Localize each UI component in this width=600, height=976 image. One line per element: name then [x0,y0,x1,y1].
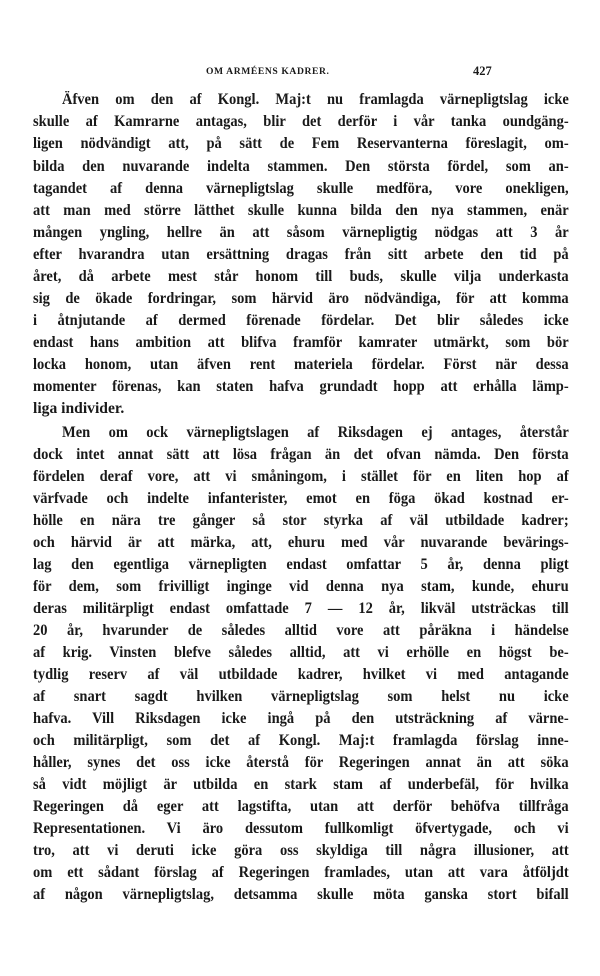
text-line: för dem, som frivilligt inginge vid denna nya stam, kunde, ehuru [33,578,569,595]
text-line: tydlig reserv af väl utbildade kadrer, hvilket vi med antagande [33,666,569,683]
text-line: momenter förenas, kan staten hafva grundadt hopp att erhålla lämp- [33,378,569,395]
text-line: fördelen deraf vore, att vi småningom, i stället för en liten hop af [33,468,569,485]
text-line: skulle af Kamrarne antagas, blir det derför i vår tanka oundgäng- [33,113,569,130]
text-line: endast hans ambition att blifva framför kamrater utmärkt, som bör [33,334,569,351]
text-line: ligen nödvändigt att, på sätt de Fem Reservanterna föreslagit, om- [33,135,569,152]
running-title: OM ARMÉENS KADRER. [206,66,330,77]
text-line: om ett sådant förslag af Regeringen framlades, utan att vara åtföljdt [33,864,569,881]
text-line: Representationen. Vi äro dessutom fullkomligt öfvertygade, och vi [33,820,569,837]
text-line: hafva. Vill Riksdagen icke ingå på den utsträckning af värne- [33,710,569,727]
text-line: efter hvarandra utan ersättning dragas från sitt arbete den tid på [33,246,569,263]
text-line: så vidt möjligt är utbilda en stark stam af underbefäl, för hvilka [33,776,569,793]
text-line: af krig. Vinsten blefve således alltid, att vi erhölle en högst be- [33,644,569,661]
text-line: bilda den nuvarande indelta stammen. Den största fördel, som an- [33,158,569,175]
text-line: och härvid är att märka, att, ehuru med vår nuvarande bevärings- [33,534,569,551]
text-line: att man med större lätthet skulle kunna bilda den nya stammen, enär [33,202,569,219]
text-line: tro, att vi deruti icke göra oss skyldiga till några illusioner, att [33,842,569,859]
text-line: liga individer. [33,400,125,417]
text-line: af någon värnepligtslag, detsamma skulle möta ganska stort bifall [33,886,569,903]
text-line: af snart sagdt hvilken värnepligtslag som helst nu icke [33,688,569,705]
text-line: mången yngling, hellre än att såsom värnepligtig nödgas att 3 år [33,224,569,241]
text-line: Äfven om den af Kongl. Maj:t nu framlagda värnepligtslag icke [62,91,569,108]
text-line: året, då arbete mest står honom till buds, skulle vilja underkasta [33,268,569,285]
page-number: 427 [473,64,492,78]
text-line: Regeringen då eger att lagstifta, utan att derför behöfva tillfråga [33,798,569,815]
text-line: håller, synes det oss icke återstå för Regeringen annat än att söka [33,754,569,771]
text-line: 20 år, hvarunder de således alltid vore att påräkna i händelse [33,622,569,639]
text-line: i åtnjutande af dermed förenade fördelar. Det blir således icke [33,312,569,329]
text-line: lag den egentliga värnepligten endast omfattar 5 år, denna pligt [33,556,569,573]
text-line: dock intet annat sätt att lösa frågan än det ofvan nämda. Den första [33,446,569,463]
text-line: Men om ock värnepligtslagen af Riksdagen ej antages, återstår [62,424,569,441]
text-line: locka honom, utan äfven rent materiela fördelar. Först när dessa [33,356,569,373]
text-line: hölle en nära tre gånger så stor styrka af väl utbildade kadrer; [33,512,569,529]
text-line: deras militärpligt endast omfattade 7 — 12 år, likväl utsträckas till [33,600,569,617]
text-line: sig de ökade fordringar, som härvid äro nödvändiga, för att komma [33,290,569,307]
text-line: värfvade och indelte infanterister, emot en föga ökad kostnad er- [33,490,569,507]
text-line: tagandet af denna värnepligtslag skulle medföra, vore onekligen, [33,180,569,197]
text-line: och militärpligt, som det af Kongl. Maj:t framlagda förslag inne- [33,732,569,749]
